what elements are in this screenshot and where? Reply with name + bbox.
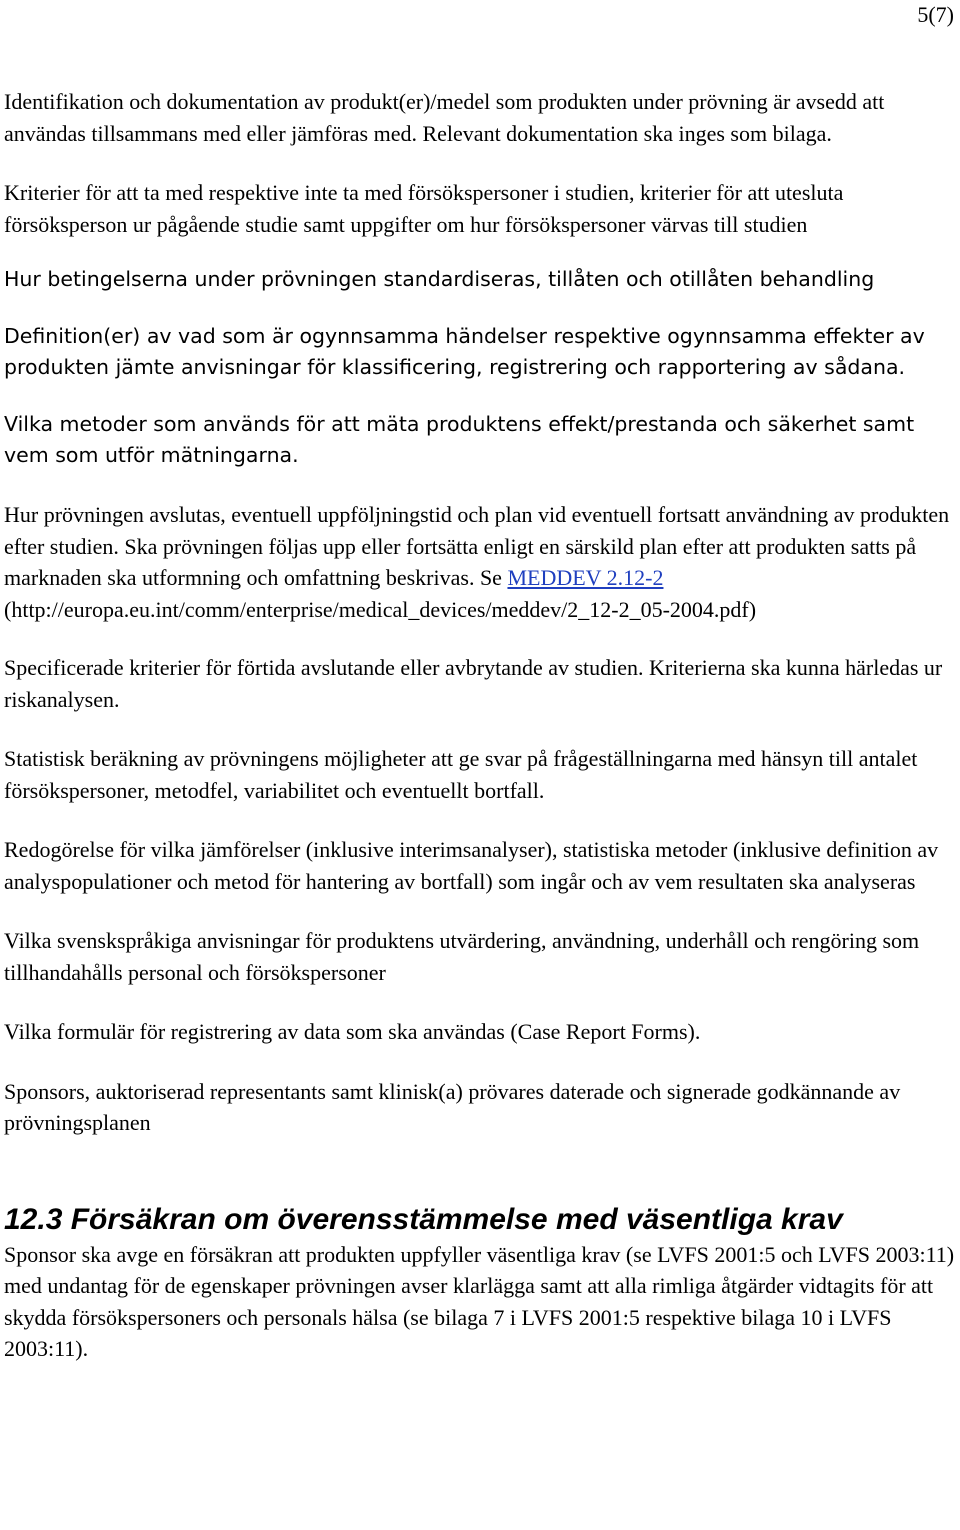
paragraph-adverse-events: Definition(er) av vad som är ogynnsamma händelser respektive ogynnsamma effekter av produkten jämte anvisningar för klassificering, registrering och rapportering av sådana.	[4, 324, 925, 379]
section-heading: 12.3 Försäkran om överensstämmelse med väsentliga krav	[4, 1202, 843, 1236]
page-number: 5(7)	[917, 2, 954, 27]
paragraph-approval: Sponsors, auktoriserad representants samt klinisk(a) prövares daterade och signerade godkännande av prövningsplanen	[4, 1078, 901, 1135]
document-body	[4, 86, 958, 1365]
paragraph-comparisons: Redogörelse för vilka jämförelser (inklusive interimsanalyser), statistiska metoder (inklusive definition av analyspopulationer och metod för hantering av bortfall) som ingår och av vem resultaten ska analyseras	[4, 837, 939, 894]
paragraph-methods: Vilka metoder som används för att mäta produktens effekt/prestanda och säkerhet samt vem som utför mätningarna.	[4, 412, 915, 467]
paragraph-study-completion	[4, 499, 958, 625]
paragraph-early-termination: Specificerade kriterier för förtida avslutande eller avbrytande av studien. Kriterierna ska kunna härledas ur riskanalysen.	[4, 655, 943, 712]
paragraph-study-completion-text: Hur prövningen avslutas, eventuell uppföljningstid och plan vid eventuell fortsatt användning av produkten efter studien. Ska prövningen följas upp eller fortsätta enligt en särskild plan efter att produkten satts på marknaden ska utformning och omfattning beskrivas. Se	[4, 502, 950, 590]
paragraph-product-identification: Identifikation och dokumentation av produkt(er)/medel som produkten under prövning är avsedd att användas tillsammans med eller jämföras med. Relevant dokumentation ska inges som bilaga.	[4, 89, 885, 146]
paragraph-statistics: Statistisk beräkning av prövningens möjligheter att ge svar på frågeställningarna med hänsyn till antalet försökspersoner, metodfel, variabilitet och eventuellt bortfall.	[4, 746, 918, 803]
paragraph-standardization: Hur betingelserna under prövningen standardiseras, tillåten och otillåten behandling	[4, 267, 875, 291]
section-body: Sponsor ska avge en försäkran att produkten uppfyller väsentliga krav (se LVFS 2001:5 och LVFS 2003:11) med undantag för de egenskaper prövningen avser klarlägga samt att alla rimliga åtgärder vidtagits för att skydda försökspersoners och personals hälsa (se bilaga 7 i LVFS 2001:5 respektive bilaga 10 i LVFS 2003:11).	[4, 1241, 955, 1361]
paragraph-inclusion-criteria: Kriterier för att ta med respektive inte ta med försökspersoner i studien, kriterier för att utesluta försöksperson ur pågående studie samt uppgifter om hur försökspersoner värvas till studien	[4, 180, 844, 237]
meddev-link[interactable]: MEDDEV 2.12-2	[507, 565, 664, 590]
meddev-url: (http://europa.eu.int/comm/enterprise/medical_devices/meddev/2_12-2_05-2004.pdf)	[4, 596, 757, 622]
paragraph-case-report-forms: Vilka formulär för registrering av data som ska användas (Case Report Forms).	[4, 1019, 701, 1044]
paragraph-instructions: Vilka svenskspråkiga anvisningar för produktens utvärdering, användning, underhåll och rengöring som tillhandahålls personal och försökspersoner	[4, 928, 920, 985]
